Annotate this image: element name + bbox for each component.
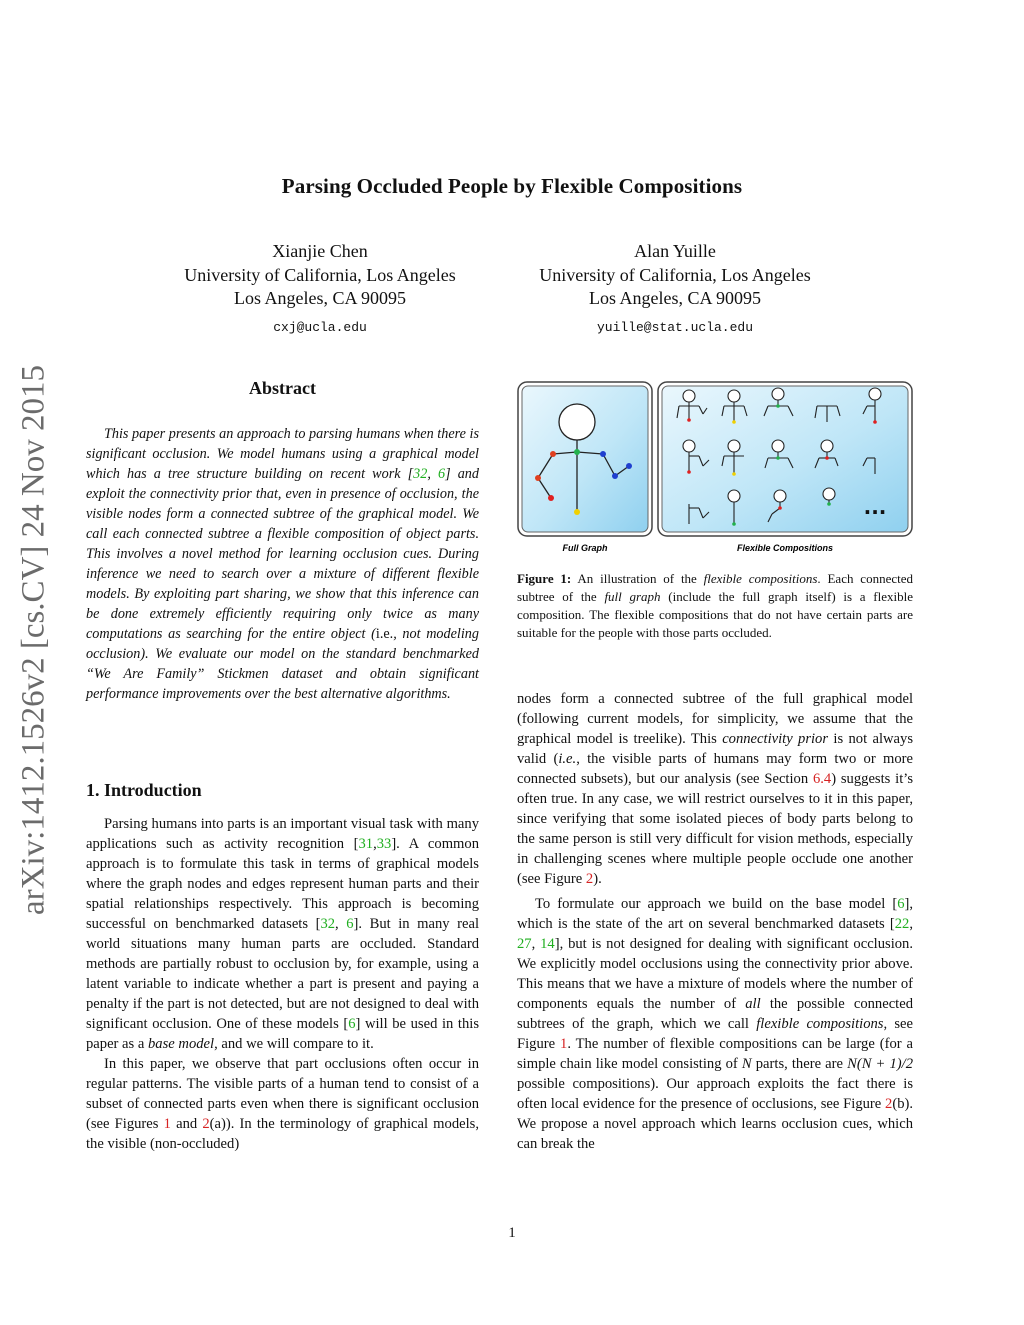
- paper-title: Parsing Occluded People by Flexible Compositions: [281, 174, 743, 198]
- author-name: Xianjie Chen: [272, 241, 368, 261]
- author-affiliation: University of California, Los Angeles: [184, 264, 456, 285]
- neck-node: [574, 449, 580, 455]
- figure-ref-link[interactable]: 2: [885, 1096, 893, 1112]
- right-column-body: [517, 689, 913, 1154]
- citation-link[interactable]: 6: [897, 896, 905, 912]
- paragraph-text: , see Figure: [517, 1016, 914, 1052]
- math-symbol: N: [741, 1056, 752, 1072]
- figure-caption: [517, 570, 913, 642]
- paragraph: Parsing humans into parts is an important visual task with many applications such as activity recognition [31,33]. A common approach is to formulate this task in terms of graphical models where the graph nodes and edges represent human parts and their spatial relationships respectively. This approach is becoming successful on benchmarked datasets [32, 6]. But in many real world situations many human parts are occluded. Standard methods are partially robust to occlusion by, for example, using a latent variable to indicate whether a part is present and paying a penalty if the part is not detected, but are not designed to deal with significant occlusion. One of these models [6] will be used in this paper as a base model, and we will compare to it.: [86, 816, 479, 1052]
- shoulder-node: [550, 451, 556, 457]
- ellipsis-text: ...: [863, 495, 887, 519]
- author-block-2: [510, 240, 840, 339]
- emphasis: all: [745, 996, 761, 1012]
- shoulder-node: [600, 451, 606, 457]
- section-ref-link[interactable]: 6.4: [812, 771, 832, 787]
- citation-link[interactable]: 22: [894, 916, 910, 932]
- abstract-text: This paper presents an approach to parsing humans when there is significant occlusion. We model humans using a graphical model which has a tree structure building on recent work [: [86, 426, 479, 482]
- paragraph-text: To formulate our approach we build on the base model [: [535, 896, 898, 912]
- figure-ref-link[interactable]: 2: [202, 1116, 210, 1132]
- elbow-node: [535, 475, 541, 481]
- paragraph-text: (b). We propose a novel approach which learns occlusion cues, which can break the: [517, 1096, 913, 1152]
- paragraph-text: , the visible parts of humans may form two or more connected subsets), but our analysis (see Section: [517, 751, 913, 787]
- section-heading: 1. Introduction: [86, 780, 202, 800]
- citation-link[interactable]: 6: [438, 466, 446, 482]
- figure-1-graphic: [517, 380, 913, 560]
- paragraph-text: ]. But in many real world situations many human parts are occluded. Standard methods are partially robust to occlusion by, for example, using a latent variable to indicate whether a part is present and paying a penalty if the part is not detected, but are not designed to deal with significant occlusion. One of these models [: [86, 916, 479, 1032]
- emphasis: i.e.: [558, 751, 577, 767]
- caption-label: Figure 1:: [517, 571, 572, 586]
- abstract-body: [86, 424, 479, 704]
- wrist-node: [548, 495, 554, 501]
- author-email[interactable]: yuille@stat.ucla.edu: [596, 319, 754, 335]
- author-address: Los Angeles, CA 90095: [588, 288, 761, 308]
- author-block-1: [155, 240, 485, 339]
- paragraph-text: In this paper, we observe that part occlusions often occur in regular patterns. The visible parts of a human tend to consist of a subset of connected parts even when there is significant occlusion (see Figures: [86, 1056, 479, 1132]
- citation-link[interactable]: 33: [376, 836, 392, 852]
- paragraph-text: ]. A common approach is to formulate this task in terms of graphical models where the graph nodes and edges represent human parts and their spatial relationships respectively. This approach is becoming successful on benchmarked datasets [: [86, 836, 479, 932]
- citation-link[interactable]: 14: [540, 936, 555, 952]
- emphasis: flexible compositions: [756, 1016, 884, 1032]
- paragraph-text: ], which is the state of the art on several benchmarked datasets [: [517, 896, 913, 932]
- paragraph-text: ).: [593, 871, 602, 887]
- paragraph-text: possible compositions). Our approach exploits the fact there is often local evidence for the presence of occlusions, see Figure: [517, 1076, 913, 1112]
- elbow-node: [612, 473, 618, 479]
- citation-link[interactable]: 6: [348, 1016, 356, 1032]
- full-graph-label: Full Graph: [562, 543, 608, 553]
- figure-ref-link[interactable]: 1: [560, 1036, 568, 1052]
- paragraph-text: (a)). In the terminology of graphical models, the visible (non-occluded): [86, 1116, 479, 1152]
- author-email[interactable]: cxj@ucla.edu: [273, 319, 367, 335]
- paragraph-text: nodes form a connected subtree of the full graphical model (following current models, for simplicity, we assume that the graphical model is treelike). This: [517, 691, 913, 747]
- citation-link[interactable]: 6: [346, 916, 354, 932]
- paragraph-text: ) suggests it’s often true. In any case, we will restrict ourselves to it in this paper, since verifying that some isolated pieces of body parts belong to the same person is still very difficult for vision methods, especially in challenging scenes where multiple people occlude one another (see Figure: [517, 771, 914, 887]
- citation-link[interactable]: 32: [320, 916, 336, 932]
- emphasis: connectivity prior: [722, 731, 829, 747]
- hip-node: [574, 509, 580, 515]
- separator: ,: [427, 466, 438, 482]
- flexible-compositions-label: Flexible Compositions: [736, 543, 834, 553]
- author-affiliation: University of California, Los Angeles: [539, 264, 811, 285]
- intro-body: [86, 814, 479, 1154]
- paragraph: [86, 1054, 479, 1154]
- abstract-text: i.e.: [375, 626, 394, 642]
- citation-link[interactable]: 31: [358, 836, 374, 852]
- paragraph-text: ], but is not designed for dealing with significant occlusion. We explicitly model occlusions using the connectivity prior above. This means that we have a mixture of models where the number of components equals the number of: [517, 936, 913, 1012]
- paragraph-text: ] will be used in this paper as a: [86, 1016, 479, 1052]
- author-name: Alan Yuille: [634, 241, 716, 261]
- figure-ref-link[interactable]: 1: [163, 1116, 171, 1132]
- page-number: 1: [508, 1225, 516, 1241]
- paragraph-text: , and we will compare to it.: [214, 1036, 374, 1052]
- arxiv-stamp-text: arXiv:1412.1526v2 [cs.CV] 24 Nov 2015: [15, 365, 52, 915]
- abstract-text: , not modeling occlusion). We evaluate our model on the standard benchmarked “We Are Family” Stickmen dataset and obtain significant performance improvements over the best alternative algorithms.: [86, 626, 479, 702]
- author-address: Los Angeles, CA 90095: [233, 288, 406, 308]
- caption-text: (include the full graph itself) is a flexible composition. The flexible compositions that do not have certain parts are suitable for the people with those parts occluded.: [517, 589, 913, 640]
- paragraph-text: . The number of flexible compositions can be large (for a simple chain like model consisting of: [517, 1036, 913, 1072]
- math-formula: N(N + 1)/2: [847, 1056, 914, 1072]
- paragraph-text: parts, there are: [751, 1056, 848, 1072]
- paragraph-text: Parsing humans into parts is an important visual task with many applications such as activity recognition [: [86, 816, 479, 852]
- emphasis: full graph: [604, 589, 661, 604]
- flexible-compositions-panel: [658, 382, 912, 536]
- figure-1: [517, 380, 913, 560]
- citation-link[interactable]: 27: [517, 936, 532, 952]
- wrist-node: [626, 463, 632, 469]
- paragraph: [517, 689, 913, 889]
- abstract-heading: Abstract: [249, 378, 316, 398]
- citation-link[interactable]: 32: [413, 466, 428, 482]
- paragraph-text: and: [170, 1116, 203, 1132]
- emphasis: base model: [148, 1036, 215, 1052]
- paragraph: To formulate our approach we build on the base model [6], which is the state of the art on several benchmarked datasets [22, 27, 14], but is not designed for dealing with significant occlusion. We explicitly model occlusions using the connectivity prior above. This means that we have a mixture of models where the number of components equals the number of all the possible connected subtrees of the graph, which we call flexible compositions, see Figure 1. The number of flexible compositions can be large (for a simple chain like model consisting of N parts, there are N(N + 1)/2 possible compositions). Our approach exploits the fact there is often local evidence for the presence of occlusions, see Figure 2(b). We propose a novel approach which learns occlusion cues, which can break the: [517, 896, 914, 1152]
- caption-text: An illustration of the: [571, 571, 704, 586]
- full-graph-panel: [518, 382, 652, 536]
- caption-text: . Each connected subtree of the: [517, 571, 913, 604]
- paragraph-text: is not always valid (: [517, 731, 913, 767]
- abstract-text: ] and exploit the connectivity prior that, even in presence of occlusion, the visible nodes form a connected subtree of the graphical model. We call each connected subtree a flexible composition of object parts. This involves a novel method for learning occlusion cues. During inference we need to search over a mixture of different flexible models. By exploiting part sharing, we show that this inference can be done extremely efficiently requiring only twice as many computations as searching for the entire object (: [86, 466, 479, 642]
- emphasis: flexible compositions: [703, 571, 818, 586]
- paragraph-text: the possible connected subtrees of the graph, which we call: [517, 996, 913, 1032]
- figure-ref-link[interactable]: 2: [585, 871, 594, 887]
